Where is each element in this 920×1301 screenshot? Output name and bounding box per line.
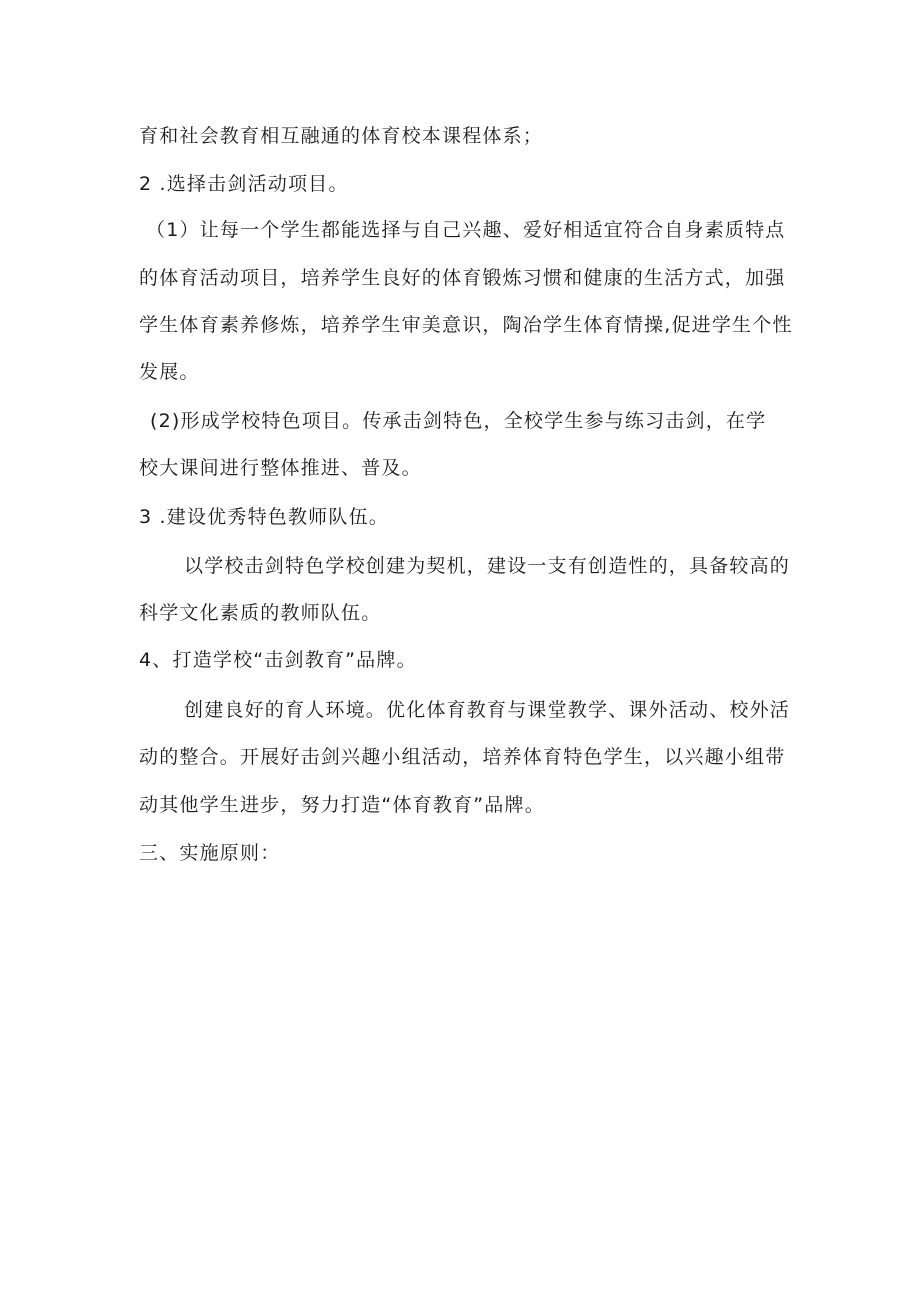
section-heading-3: 三、实施原则： — [139, 842, 281, 864]
text-line-13: 创建良好的育人环境。优化体育教育与课堂教学、课外活动、校外活 — [184, 699, 791, 721]
text-line-5: 学生体育素养修炼，培养学生审美意识，陶冶学生体育情操,促进学生个性 — [139, 314, 793, 336]
text-line-1: 育和社会教育相互融通的体育校本课程体系； — [139, 125, 544, 147]
text-line-3: （1）让每一个学生都能选择与自己兴趣、爱好相适宜符合自身素质特点 — [146, 219, 786, 241]
text-line-4: 的体育活动项目，培养学生良好的体育锻炼习惯和健康的生活方式，加强 — [139, 267, 786, 289]
heading-item-2: 2 .选择击剑活动项目。 — [139, 173, 349, 195]
heading-item-4: 4、打造学校“击剑教育”品牌。 — [139, 649, 417, 671]
text-line-14: 动的整合。开展好击剑兴趣小组活动，培养体育特色学生，以兴趣小组带 — [139, 746, 786, 768]
heading-item-3: 3 .建设优秀特色教师队伍。 — [139, 506, 389, 528]
text-line-15: 动其他学生进步，努力打造“体育教育”品牌。 — [139, 794, 545, 816]
text-line-10: 以学校击剑特色学校创建为契机，建设一支有创造性的，具备较高的 — [184, 555, 791, 577]
text-line-6: 发展。 — [139, 361, 200, 383]
text-line-11: 科学文化素质的教师队伍。 — [139, 602, 382, 624]
text-line-8: 校大课间进行整体推进、普及。 — [139, 457, 422, 479]
text-line-7: (2)形成学校特色项目。传承击剑特色，全校学生参与练习击剑，在学 — [150, 410, 767, 432]
